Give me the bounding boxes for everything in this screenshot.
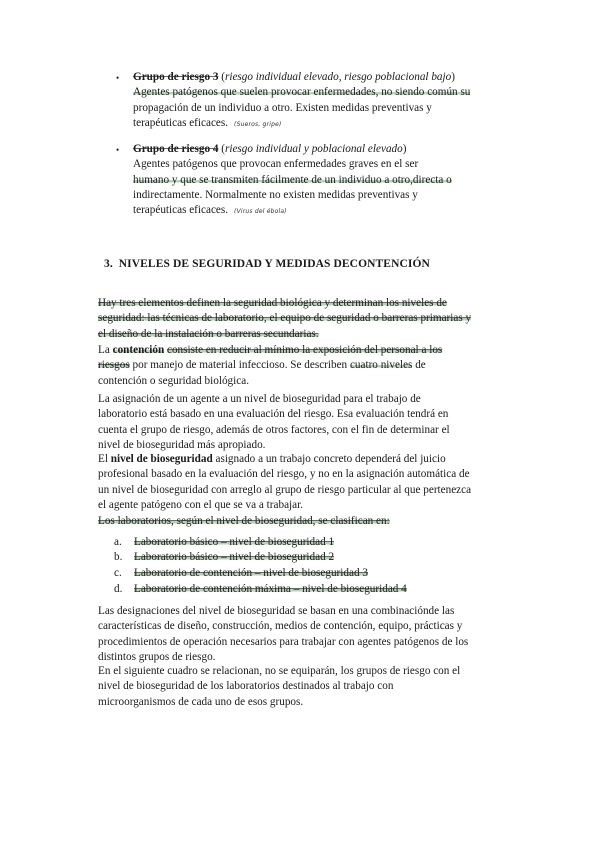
list-item-text: Laboratorio de contención – nivel de bioseguridad 3: [134, 567, 368, 579]
bullet-icon: •: [116, 145, 120, 155]
paragraph-contencion: [98, 343, 518, 389]
group-4-line-3: indirectamente. Normalmente no existen medidas preventivas y: [133, 188, 418, 201]
p2-bold-term: contención: [112, 344, 165, 356]
p2-text: La: [98, 344, 110, 356]
list-item: [134, 550, 334, 565]
group-4-line-2: humano y que se transmiten fácilmente de un individuo a otro,directa o: [133, 173, 452, 186]
p3-line-3: cuenta el grupo de riesgo, además de otros factores, con el fin de determinar el: [98, 423, 450, 436]
section-number: 3.: [104, 258, 113, 270]
group-4-line-4: terapéuticas eficaces.: [133, 204, 229, 217]
p7-line-1: En el siguiente cuadro se relacionan, no se equiparán, los grupos de riesgo con el: [98, 665, 461, 677]
p6-line-3: procedimientos de operación necesarios para trabajar con agentes patógenos de los: [98, 635, 469, 648]
section-title: NIVELES DE SEGURIDAD Y MEDIDAS DECONTENCIÓN: [118, 258, 430, 270]
list-marker: a.: [114, 536, 122, 548]
p6-line-1: Las designaciones del nivel de bioseguridad se basan en una combinaciónde las: [98, 605, 455, 617]
p1-line-2: seguridad: las técnicas de laboratorio, el equipo de seguridad o barreras primarias y: [98, 312, 472, 325]
p3-line-2: laboratorio está basado en una evaluación del riesgo. Esa evaluación tendrá en: [98, 408, 449, 421]
section-heading: [104, 258, 430, 270]
risk-group-4: Grupo de riesgo 4 (riesgo individual y poblacional elevado) Agentes patógenos que provocan enfermedades graves en el ser humano y que se transmiten fácilmente de un individuo a otro,directa o indirectamente. Normalmente no existen medidas preventivas y terapéuticas eficaces. (Virus del ébola): [133, 143, 452, 217]
p3-line-4: nivel de bioseguridad más apropiado.: [98, 438, 266, 451]
group-4-line-1: Agentes patógenos que provocan enfermedades graves en el ser: [133, 158, 419, 171]
group-3-line-2: propagación de un individuo a otro. Existen medidas preventivas y: [133, 101, 432, 114]
group-3-title: Grupo de riesgo 3: [133, 71, 219, 83]
p4-line-3: un nivel de bioseguridad con arreglo al grupo de riesgo particular al que pertenezca: [98, 483, 472, 496]
list-marker: b.: [114, 551, 123, 563]
p5-line: Los laboratorios, según el nivel de bioseguridad, se clasifican en:: [98, 515, 390, 527]
p4-bold-term: nivel de bioseguridad: [110, 453, 213, 465]
p4-text: El: [98, 453, 108, 465]
group-3-line-3: terapéuticas eficaces.: [133, 116, 229, 129]
p2-text: riesgos: [98, 359, 130, 372]
p4-line-4: el agente patógeno con el que se va a trabajar.: [98, 498, 304, 511]
p2-text: de: [415, 359, 426, 372]
paragraph-asignacion: [98, 392, 518, 453]
paragraph-elements: [98, 296, 518, 342]
group-4-qualifier: riesgo individual y poblacional elevado: [225, 143, 403, 155]
group-3-line-1: Agentes patógenos que suelen provocar enfermedades, no siendo común su: [133, 86, 471, 99]
paragraph-clasificacion: [98, 514, 518, 529]
list-item: [134, 535, 334, 550]
paragraph-cuadro: [98, 664, 518, 710]
p2-text: cuatro niveles: [349, 359, 413, 372]
p1-line-1: Hay tres elementos definen la seguridad biológica y determinan los niveles de: [98, 297, 447, 309]
p2-text: consiste en reducir al mínimo la exposición del personal a los: [167, 344, 443, 356]
bullet-icon: •: [116, 73, 120, 83]
list-marker: c.: [114, 567, 122, 579]
list-item-text: Laboratorio de contención máxima – nivel de bioseguridad 4: [134, 583, 407, 595]
list-marker: d.: [114, 583, 123, 595]
p6-line-2: características de diseño, construcción, medios de contención, equipo, prácticas y: [98, 620, 463, 633]
list-item-text: Laboratorio básico – nivel de bioseguridad 2: [134, 551, 335, 563]
p3-line-1: La asignación de un agente a un nivel de bioseguridad para el trabajo de: [98, 393, 421, 405]
paragraph-nivel: [98, 452, 518, 513]
p4-text: asignado a un trabajo concreto dependerá del juicio: [215, 453, 446, 465]
list-item-text: Laboratorio básico – nivel de bioseguridad 1: [134, 536, 335, 548]
handwritten-note: (Sueros, gripe): [234, 120, 282, 128]
p1-line-3: el diseño de la instalación o barreras secundarias.: [98, 327, 319, 340]
p2-text: por manejo de material infeccioso. Se describen: [132, 359, 348, 372]
group-4-title: Grupo de riesgo 4: [133, 143, 219, 155]
p4-line-2: profesional basado en la evaluación del riesgo, y no en la asignación automática de: [98, 468, 470, 481]
list-item: [134, 582, 407, 597]
paragraph-designaciones: [98, 604, 518, 665]
p2-text: contención o seguridad biológica.: [98, 374, 249, 387]
p7-line-3: microorganismos de cada uno de esos grupos.: [98, 695, 304, 708]
p6-line-4: distintos grupos de riesgo.: [98, 650, 216, 663]
handwritten-note: (Virus del ébola): [234, 208, 287, 216]
p7-line-2: nivel de bioseguridad de los laboratorios destinados al trabajo con: [98, 680, 394, 693]
list-item: [134, 566, 368, 581]
risk-group-3: Grupo de riesgo 3 (riesgo individual elevado, riesgo poblacional bajo) Agentes patógenos que suelen provocar enfermedades, no siendo común su propagación de un individuo a otro. Existen medidas preventivas y terapéuticas eficaces. (Sueros, gripe): [133, 71, 471, 129]
group-3-qualifier: riesgo individual elevado, riesgo poblacional bajo: [225, 71, 452, 83]
